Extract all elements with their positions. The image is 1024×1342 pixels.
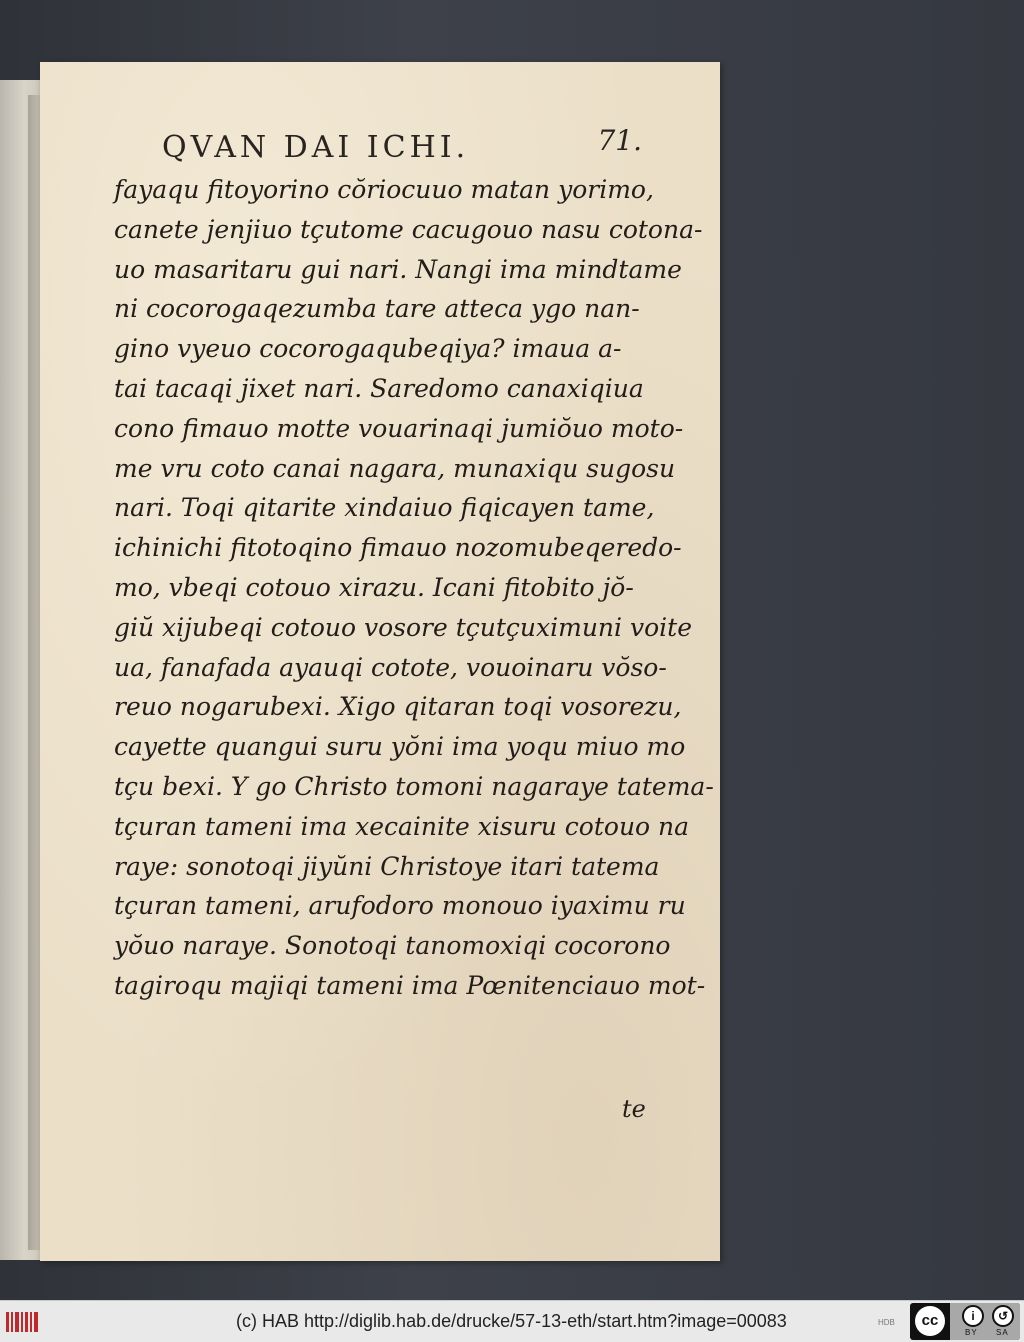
text-line: fayaqu fitoyorino cŏriocuuo matan yorimo, <box>114 175 654 204</box>
text-line: tçuran tameni ima xecainite xisuru cotouo na <box>114 811 690 841</box>
text-line: giŭ xijubeqi cotouo vosore tçutçuximuni voite <box>114 612 692 642</box>
text-line: tai tacaqi jixet nari. Saredomo canaxiqiua <box>114 373 644 403</box>
text-line: yŏuo naraye. Sonotoqi tanomoxiqi cocorono <box>114 931 671 961</box>
page-header <box>162 124 642 170</box>
text-line: ichinichi fitotoqino fimauo nozomubeqeredo- <box>114 533 682 563</box>
catchword: te <box>622 1095 646 1123</box>
cc-icon: cc <box>915 1306 945 1336</box>
share-alike-icon: ↺ <box>992 1305 1014 1327</box>
cc-conditions <box>950 1303 1020 1340</box>
text-line: ni cocorogaqezumba tare atteca ygo nan- <box>114 294 640 324</box>
text-line: tçuran tameni, arufodoro monouo iyaximu ru <box>114 891 686 921</box>
small-mark: HDB <box>878 1318 895 1327</box>
book-page <box>40 62 720 1261</box>
attribution-icon: i <box>962 1305 984 1327</box>
text-line: canete jenjiuo tçutome cacugouo nasu cotona- <box>114 214 703 244</box>
text-line: me vru coto canai nagara, munaxiqu sugosu <box>114 453 676 483</box>
page-body-text <box>114 170 714 1006</box>
text-line: ua, fanafada ayauqi cotote, vouoinaru vŏso- <box>114 652 667 682</box>
footer-bar <box>0 1300 1024 1342</box>
sa-label: SA <box>996 1328 1009 1337</box>
text-line: cayette quangui suru yŏni ima yoqu miuo mo <box>114 732 686 762</box>
cc-license-badge[interactable] <box>910 1303 1020 1340</box>
text-line: tagiroqu majiqi tameni ima Pœnitenciauo mot- <box>114 970 706 1000</box>
folio-number: 71. <box>597 124 642 157</box>
library-logo-icon <box>6 1310 40 1334</box>
by-label: BY <box>965 1328 978 1337</box>
text-line: reuo nogarubexi. Xigo qitaran toqi vosorezu, <box>114 692 682 722</box>
text-line: raye: sonotoqi jiyŭni Christoye itari tatema <box>114 851 660 881</box>
text-line: gino vyeuo cocorogaqubeqiya? imaua a- <box>114 334 622 364</box>
text-line: nari. Toqi qitarite xindaiuo fiqicayen tame, <box>114 493 655 523</box>
running-head: QVAN DAI ICHI. <box>162 130 470 165</box>
citation-link[interactable]: (c) HAB http://diglib.hab.de/drucke/57-13-eth/start.htm?image=00083 <box>236 1311 787 1331</box>
text-line: mo, vbeqi cotouo xirazu. Icani fitobito jŏ- <box>114 572 634 602</box>
text-line: uo masaritaru gui nari. Nangi ima mindtame <box>114 254 682 284</box>
text-line: tçu bexi. Y go Christo tomoni nagaraye tatema- <box>114 771 714 801</box>
text-line: cono fimauo motte vouarinaqi jumiŏuo moto- <box>114 413 684 443</box>
